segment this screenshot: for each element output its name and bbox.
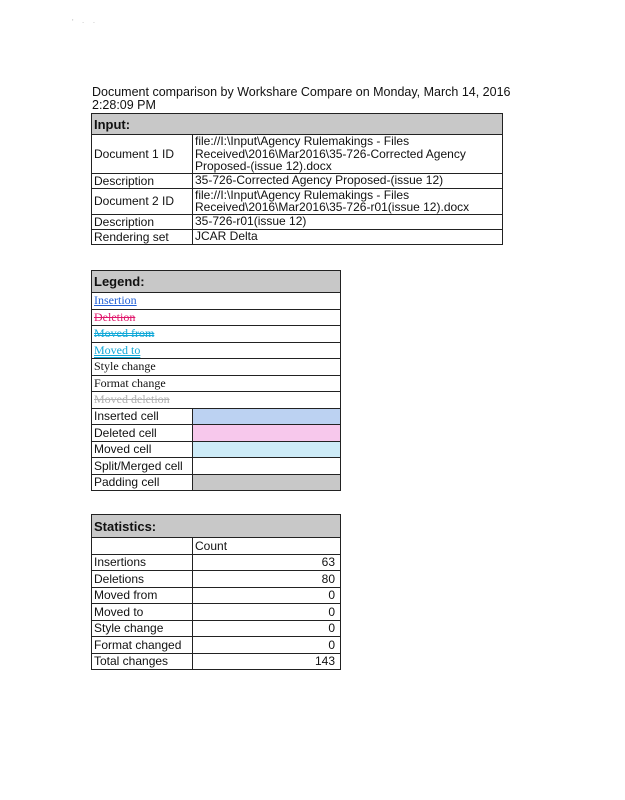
input-table-title: Input: bbox=[92, 114, 503, 135]
input-label: Document 1 ID bbox=[92, 135, 193, 174]
legend-cell-swatch bbox=[193, 425, 341, 442]
legend-row bbox=[92, 326, 341, 343]
statistics-count: 0 bbox=[193, 587, 341, 604]
legend-row bbox=[92, 359, 341, 376]
statistics-label: Insertions bbox=[92, 554, 193, 571]
count-column-header: Count bbox=[193, 538, 341, 555]
legend-table-title: Legend: bbox=[92, 271, 341, 293]
statistics-label: Total changes bbox=[92, 653, 193, 670]
legend-cell-label: Deleted cell bbox=[92, 425, 193, 442]
statistics-label: Format changed bbox=[92, 637, 193, 654]
statistics-table bbox=[91, 514, 341, 670]
legend-cell-label: Inserted cell bbox=[92, 408, 193, 425]
input-label: Document 2 ID bbox=[92, 188, 193, 214]
statistics-label: Style change bbox=[92, 620, 193, 637]
statistics-count: 63 bbox=[193, 554, 341, 571]
scan-mark: ' · · bbox=[72, 18, 99, 27]
statistics-count: 0 bbox=[193, 604, 341, 621]
input-value-line: Received\2016\Mar2016\35-726-Corrected Agency bbox=[195, 146, 466, 161]
statistics-count: 80 bbox=[193, 571, 341, 588]
statistics-label: Moved to bbox=[92, 604, 193, 621]
legend-moved-deletion: Moved deletion bbox=[94, 392, 170, 407]
legend-cell-swatch bbox=[193, 458, 341, 475]
input-value: JCAR Delta bbox=[193, 229, 503, 244]
statistics-label: Deletions bbox=[92, 571, 193, 588]
heading-line-2: 2:28:09 PM bbox=[92, 98, 156, 112]
input-label: Rendering set bbox=[92, 229, 193, 244]
legend-format-change: Format change bbox=[94, 375, 166, 390]
input-value bbox=[193, 188, 503, 214]
input-table bbox=[91, 113, 503, 245]
legend-cell-label: Split/Merged cell bbox=[92, 458, 193, 475]
legend-moved-from: Moved from bbox=[94, 326, 155, 341]
statistics-blank-cell bbox=[92, 538, 193, 555]
legend-row bbox=[92, 293, 341, 310]
legend-deletion: Deletion bbox=[94, 309, 136, 324]
legend-insertion: Insertion bbox=[94, 293, 137, 308]
statistics-label: Moved from bbox=[92, 587, 193, 604]
legend-row bbox=[92, 375, 341, 392]
statistics-count: 0 bbox=[193, 637, 341, 654]
legend-table bbox=[91, 270, 341, 491]
legend-cell-swatch bbox=[193, 474, 341, 491]
document-heading bbox=[92, 86, 512, 112]
input-value bbox=[193, 135, 503, 174]
input-label: Description bbox=[92, 214, 193, 229]
heading-line-1: Document comparison by Workshare Compare on Monday, March 14, 2016 bbox=[92, 85, 511, 99]
input-value-line: Proposed-(issue 12).docx bbox=[195, 159, 332, 173]
input-label: Description bbox=[92, 173, 193, 188]
statistics-count: 143 bbox=[193, 653, 341, 670]
legend-row bbox=[92, 392, 341, 409]
statistics-count: 0 bbox=[193, 620, 341, 637]
legend-cell-label: Padding cell bbox=[92, 474, 193, 491]
legend-style-change: Style change bbox=[94, 359, 156, 374]
legend-row bbox=[92, 309, 341, 326]
input-value: 35-726-Corrected Agency Proposed-(issue 12) bbox=[193, 173, 503, 188]
legend-moved-to: Moved to bbox=[94, 342, 141, 357]
input-value-line: file://I:\Input\Agency Rulemakings - Files bbox=[195, 187, 410, 202]
input-value-line: Received\2016\Mar2016\35-726-r01(issue 12).docx bbox=[195, 200, 470, 214]
legend-cell-label: Moved cell bbox=[92, 441, 193, 458]
input-value: 35-726-r01(issue 12) bbox=[193, 214, 503, 229]
legend-row bbox=[92, 342, 341, 359]
input-value-line: file://I:\Input\Agency Rulemakings - Files bbox=[195, 134, 410, 148]
legend-cell-swatch bbox=[193, 408, 341, 425]
statistics-table-title: Statistics: bbox=[92, 515, 341, 538]
legend-cell-swatch bbox=[193, 441, 341, 458]
